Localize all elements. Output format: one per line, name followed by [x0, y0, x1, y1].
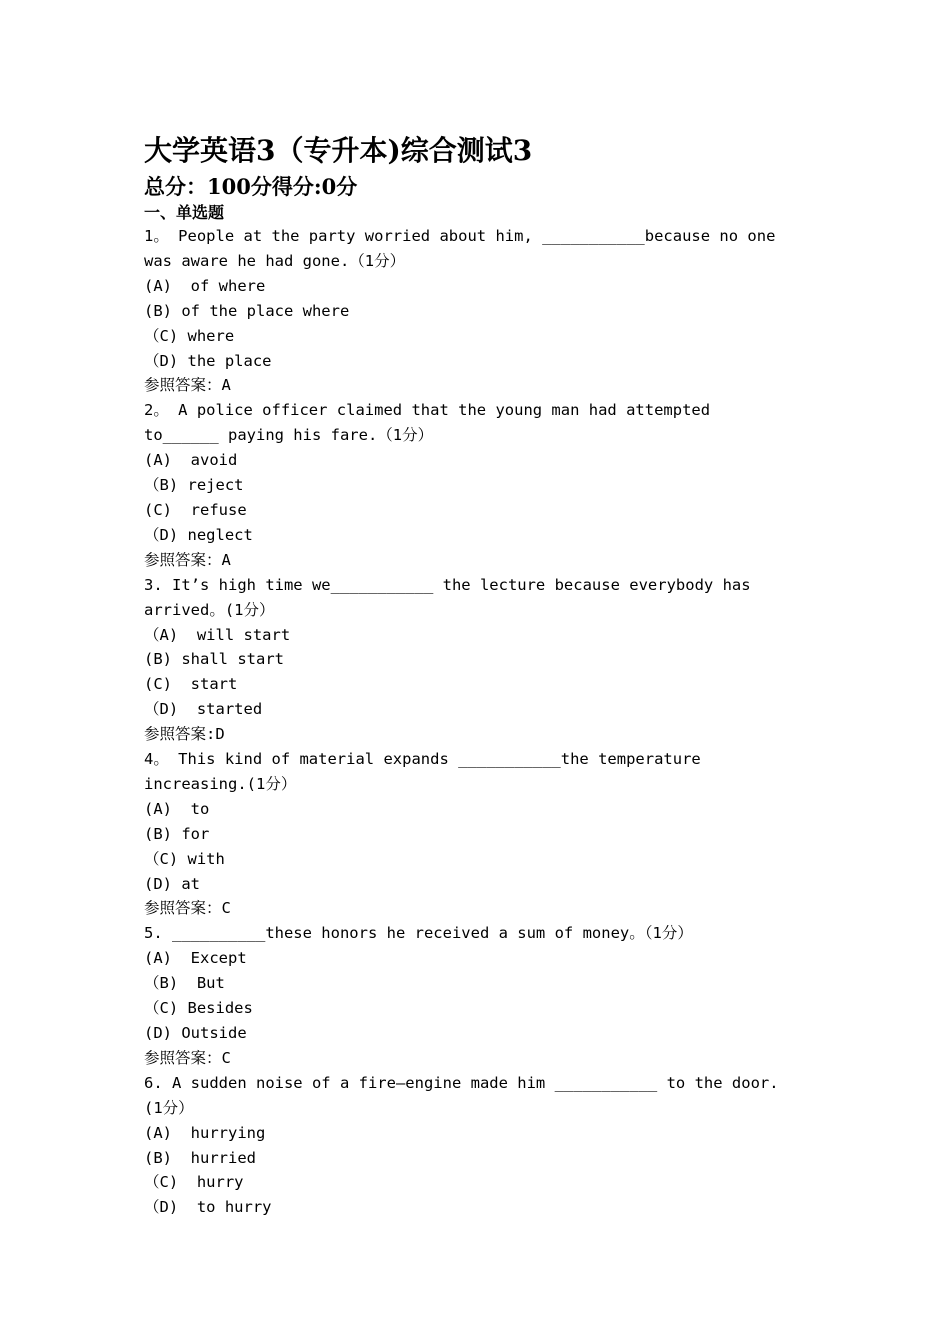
- option-d: （D) neglect: [144, 525, 253, 544]
- question-stem-continued: to______ paying his fare.（1分）: [144, 426, 434, 445]
- option-b: （B) But: [144, 974, 225, 993]
- question-6: [144, 1071, 814, 1220]
- reference-answer: 参照答案：A: [144, 550, 231, 569]
- option-b: (B) for: [144, 824, 210, 843]
- question-stem: 3. It’s high time we___________ the lecture because everybody has: [144, 575, 751, 594]
- question-stem-continued: increasing.(1分）: [144, 774, 297, 793]
- option-a: (A) of where: [144, 276, 266, 295]
- question-stem: 5. __________these honors he received a sum of money。（1分）: [144, 924, 693, 943]
- option-a: （A) will start: [144, 625, 291, 644]
- option-b: (B) shall start: [144, 650, 284, 669]
- option-b: (B) of the place where: [144, 301, 350, 320]
- question-1: [144, 224, 814, 398]
- question-stem-continued: arrived。(1分）: [144, 600, 275, 619]
- option-d: (D) at: [144, 874, 200, 893]
- question-stem-continued: (1分）: [144, 1098, 194, 1117]
- question-2: [144, 398, 814, 572]
- question-5: [144, 921, 814, 1070]
- question-stem: 2。 A police officer claimed that the young man had attempted: [144, 401, 711, 420]
- option-c: (C) refuse: [144, 500, 247, 519]
- option-d: （D) to hurry: [144, 1198, 272, 1217]
- question-stem: 6. A sudden noise of a fire—engine made him ___________ to the door.: [144, 1073, 779, 1092]
- option-b: （B) reject: [144, 476, 244, 495]
- reference-answer: 参照答案：C: [144, 899, 231, 918]
- reference-answer: 参照答案：A: [144, 376, 231, 395]
- option-c: （C) hurry: [144, 1173, 244, 1192]
- option-d: (D) Outside: [144, 1024, 247, 1042]
- reference-answer: 参照答案:D: [144, 725, 225, 744]
- reference-answer: 参照答案：C: [144, 1048, 231, 1067]
- option-b: (B) hurried: [144, 1148, 256, 1167]
- question-stem-continued: was aware he had gone.（1分）: [144, 251, 406, 270]
- question-4: [144, 747, 814, 921]
- option-c: （C) with: [144, 849, 225, 868]
- option-d: （D) started: [144, 700, 263, 719]
- option-a: (A) Except: [144, 949, 247, 968]
- option-a: (A) to: [144, 799, 210, 818]
- option-c: (C) start: [144, 675, 238, 694]
- score-line: 总分：100分得分:0分: [144, 174, 358, 199]
- option-c: （C) Besides: [144, 999, 253, 1018]
- option-a: (A) avoid: [144, 451, 238, 470]
- section-heading: 一、单选题: [144, 203, 225, 222]
- document-page: [144, 130, 814, 1220]
- question-3: [144, 573, 814, 747]
- option-d: （D) the place: [144, 351, 272, 370]
- option-c: （C) where: [144, 326, 235, 345]
- option-a: (A) hurrying: [144, 1123, 266, 1142]
- question-stem: 4。 This kind of material expands ___________the temperature: [144, 750, 701, 769]
- document-title: 大学英语3（专升本)综合测试3: [144, 134, 533, 167]
- question-stem: 1。 People at the party worried about him, ___________because no one: [144, 227, 776, 245]
